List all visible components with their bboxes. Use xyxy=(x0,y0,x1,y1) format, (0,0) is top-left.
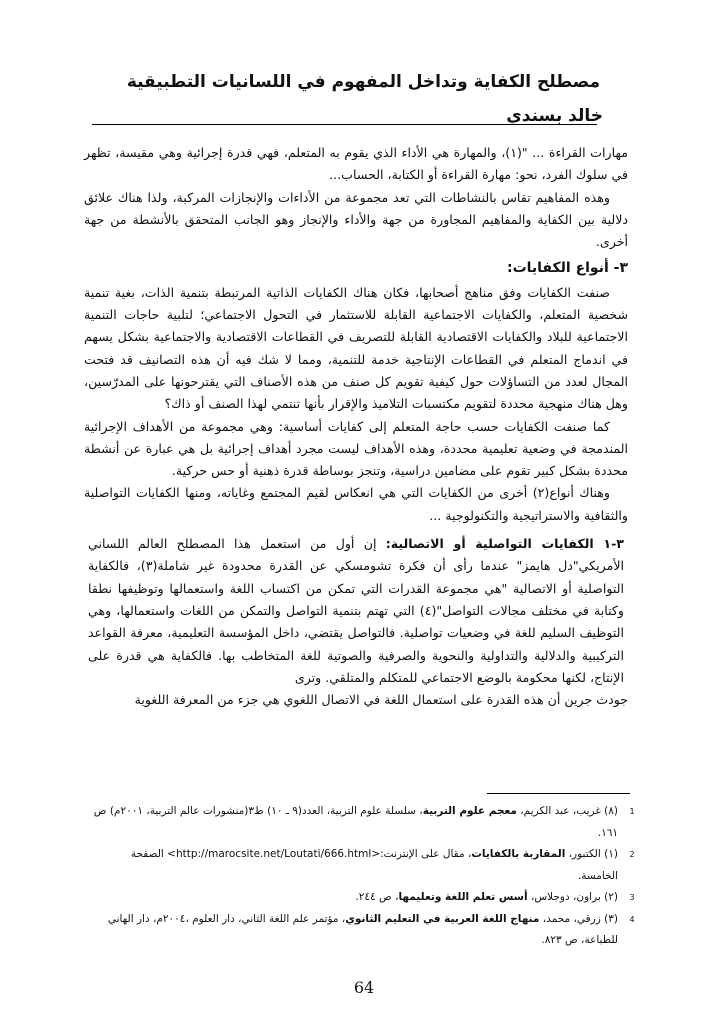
footnote xyxy=(90,801,638,844)
footnote-number: 3 xyxy=(629,893,635,902)
subsection-heading: ٣-١ الكفايات التواصلية أو الاتصالية: xyxy=(385,536,624,552)
footnote-post: ، مقال على الإنترنت:<http://marocsite.net/Loutati/666.html> الصفحة الخامسة. xyxy=(130,848,618,882)
footnote-number: 2 xyxy=(629,850,635,859)
paragraph: صنفت الكفايات وفق مناهج أصحابها، فكان هناك الكفايات الذاتية المرتبطة بتنمية الذات، بغية تنمية شخصية المتعلم، والكفايات الاجتماعية القابلة للاستثمار في التحول الاجتماعي؛ لتلبية حاجات التنمية الاجتماعية للبلاد والكفايات الاقتصادية القابلة للتصريف في القطاعات الاقتصادية والاجتماعية بشكل يسهم في اندماج المتعلم في القطاعات الإنتاجية خدمة للتنمية، ومما لا شك فيه أن هذه التصانيف قد فتحت المجال لعدد من التساؤلات حول كيفية تقويم كل صنف من هذه الأصناف التي يقترحونها على المدرّسين، وهل هناك منهجية محددة لتقويم مكتسبات التلاميذ والإقرار بأنها تنتمي لهذا الصنف أو ذاك؟ xyxy=(84,284,628,412)
footnote-post: ، ص ٢٤٤. xyxy=(355,891,399,903)
paragraph: جودث جرين أن هذه القدرة على استعمال اللغة في الاتصال اللغوي هي جزء من المعرفة اللغوية xyxy=(134,692,628,708)
footnote-book-title: المقاربة بالكفايات xyxy=(471,848,566,860)
footnote-post: ، مؤتمر علم اللغة الثاني، دار العلوم ،٢٠٠٤م، دار الهاني للطباعة، ص ٨٢٣. xyxy=(107,912,618,946)
footnote-book-title: منهاج اللغة العربية في التعليم الثانوي xyxy=(345,912,540,925)
footnote-text xyxy=(90,887,618,909)
footnote-number: 4 xyxy=(629,914,635,924)
footnote xyxy=(90,887,638,909)
footnote-text xyxy=(90,909,618,952)
paragraph: وهذه المفاهيم تقاس بالنشاطات التي تعد مجموعة من الأداءات والإنجازات المركبة، ولذا هناك علائق دلالية بين الكفاية والمفاهيم المجاورة من جهة والأداء والإنجاز وهو الجانب المتحقق بالأنشطة من جهة أخرى. xyxy=(84,189,628,250)
paragraph: وهناك أنواع(٢) أخرى من الكفايات التي هي انعكاس لقيم المجتمع وغاياته، ومنها الكفايات التواصلية والثقافية والاستراتيجية والتكنولوجية ... xyxy=(84,485,628,523)
footnote-pre: (٨) غريب، عبد الكريم، xyxy=(516,805,618,817)
footnote-text xyxy=(90,801,618,844)
footnote-rule xyxy=(487,793,630,794)
header-rule xyxy=(92,124,597,125)
body-text xyxy=(84,142,628,711)
footnote-number: 1 xyxy=(629,807,635,816)
footnotes xyxy=(90,801,638,952)
footnote-pre: (٣) زرقي، محمد، xyxy=(539,912,618,925)
page-number: 64 xyxy=(353,978,375,997)
section-heading: ٣- أنواع الكفايات: xyxy=(506,260,628,277)
footnote xyxy=(90,909,638,952)
page-title: مصطلح الكفاية وتداخل المفهوم في اللسانيات التطبيقية xyxy=(126,72,600,92)
footnote-text xyxy=(90,844,618,887)
footnote-book-title: أسس تعلم اللغة وتعليمها xyxy=(398,891,528,903)
footnote-post: ، سلسلة علوم التربية، العدد(٩ ـ ١٠) ط٣(منشورات عالم التربية، ٢٠٠١م) ص ١٦١. xyxy=(93,805,618,839)
footnote-book-title: معجم علوم التربية xyxy=(422,805,517,817)
paragraph: مهارات القراءة ... "(١)، والمهارة هي الأداء الذي يقوم به المتعلم، فهي قدرة إجرائية وهي مقيسة، تظهر في سلوك الفرد، نحو: مهارة القراءة أو الكتابة، الحساب... xyxy=(84,145,629,183)
paragraph: كما صنفت الكفايات حسب حاجة المتعلم إلى كفايات أساسية: وهي مجموعة من الأهداف الإجرائية المندمجة في وضعية تعليمية محددة، وهذه الأهداف ليست مجرد أهداف إجرائية بل هي عبارة عن أنشطة محددة بشكل كبير تقوم على مضامين دراسية، وتنجز بوساطة قدرة ذهنية أو حس حركية. xyxy=(84,418,628,479)
footnote-pre: (٢) براون، دوجلاس، xyxy=(527,891,618,903)
footnote-pre: (١) الكتبور، xyxy=(565,848,618,860)
subsection-text: إن أول من استعمل هذا المصطلح العالم اللساني الأمريكي"دل هايمز" عندما رأى أن فكرة تشومسكي عن القدرة محدودة غير شاملة(٣)، فالكفاية التواصلية أو الاتصالية "هي مجموعة القدرات التي تمكن من اكتساب اللغة واستعمالها وتوظيفها نطقا وكتابة في مختلف مجالات التواصل"(٤) التي تهتم بتنمية التواصل والتمكن من اللغات واستعمالها، وهي التوظيف السليم للغة في وضعيات تواصلية. فالتواصل يقتضي، داخل المؤسسة التعليمية، معرفة القواعد التركيبية والدلالية والتداولية والنحوية والصرفية والصوتية للغة المتخاطب بها. فالكفاية هي قدرة على الإنتاج، لكنها محكومة بالوضع الاجتماعي للمتكلم والمتلقي. وترى xyxy=(88,536,625,685)
footnote xyxy=(90,844,638,887)
author-name: خالد بسندي xyxy=(506,106,603,126)
subsection-paragraph xyxy=(88,533,624,689)
